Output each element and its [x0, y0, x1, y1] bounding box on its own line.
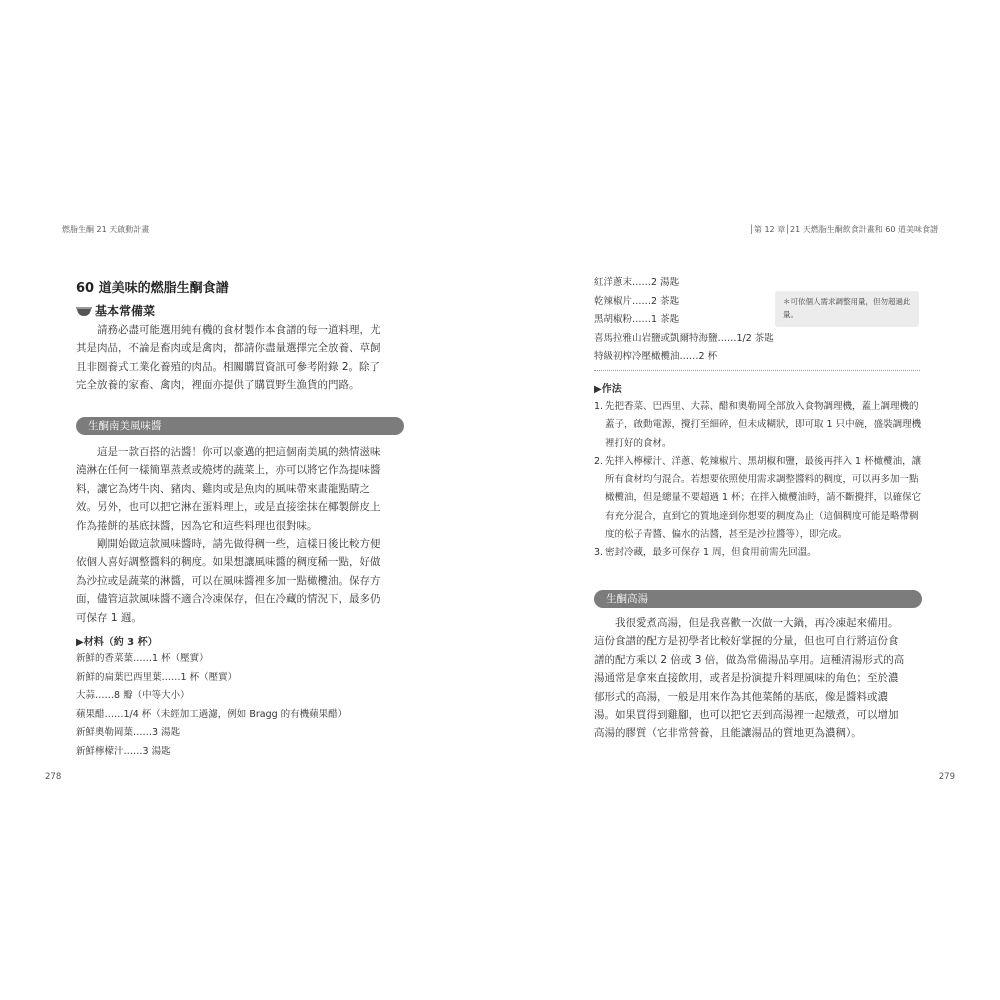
page-title: 60 道美味的燃脂生酮食譜 [76, 281, 229, 296]
text-line: 料，讓它為烤牛肉、豬肉、雞肉或是魚肉的風味帶來畫龍點睛之 [76, 482, 370, 495]
text-line: 湯。如果買得到雞腳，也可以把它丟到高湯裡一起燉煮，可以增加 [594, 709, 899, 722]
recipe-paragraph [76, 535, 406, 627]
text-line: 可保存 1 週。 [76, 611, 142, 624]
text-line: 這是一款百搭的沾醬！你可以豪邁的把這個南美風的熱情滋味 [97, 446, 381, 458]
method-step [594, 453, 924, 544]
step-text: 先拌入檸檬汁、洋蔥、乾辣椒片、黑胡椒和鹽，最後再拌入 1 杯橄欖油，讓所有食材均勻混合。若想要依照使用需求調整醬料的稠度，可以再多加一點橄欖油，但是總量不要超過 1 杯；在拌入橄欖油時，請不斷攪拌，以確保它有充分混合，直到它的質地達到你想要的稠度為止（這個稠度可能是略帶稠度的松子青醬、偏水的沾醬，甚至是沙拉醬等），即完成。 [605, 455, 922, 541]
recipe-paragraph [76, 443, 406, 535]
method-steps [594, 398, 924, 563]
list-item: 新鮮奧勒岡葉……3 湯匙 [76, 727, 181, 739]
method-step [594, 544, 924, 562]
ingredient-list-continued [594, 274, 774, 367]
list-item: 喜馬拉雅山岩鹽或凱爾特海鹽……1/2 茶匙 [594, 332, 774, 344]
text-line: 且非圈養式工業化養殖的肉品。相關購買資訊可參考附錄 2。除了 [76, 360, 381, 373]
list-item: 紅洋蔥末……2 湯匙 [594, 277, 680, 288]
method-step [594, 398, 924, 453]
list-item: 新鮮的扁葉巴西里葉……1 杯（壓實） [76, 671, 238, 683]
text-line: 郁形式的高湯，一般是用來作為其他菜餚的基底，像是醬料或濃 [594, 690, 888, 703]
usage-note: ＊可依個人需求調整用量，但勿超過此量。 [775, 291, 919, 327]
text-line: 請務必盡可能選用純有機的食材製作本食譜的每一道料理，尤 [97, 324, 381, 336]
recipe-title: 生酮南美風味醬 [88, 420, 162, 432]
text-line: 澆淋在任何一樣簡單蒸煮或燒烤的蔬菜上，亦可以將它作為提味醬 [76, 464, 381, 477]
running-header-right: │第 12 章│21 天燃脂生酮飲食計畫和 60 道美味食譜 [749, 225, 938, 234]
text-line: 面，儘管這款風味醬不適合冷凍保存，但在冷藏的情況下，最多仍 [76, 593, 381, 606]
step-text: 密封冷藏，最多可保存 1 周，但食用前需先回溫。 [605, 547, 817, 559]
broth-paragraph [594, 614, 924, 743]
list-item: 大蒜……8 瓣（中等大小） [76, 690, 190, 702]
list-item: 蘋果醋……1/4 杯（未經加工過濾，例如 Bragg 的有機蘋果醋） [76, 708, 348, 720]
step-number: 2. [594, 455, 604, 467]
page-number-left: 278 [45, 772, 62, 782]
method-heading: ▶作法 [594, 384, 622, 395]
text-line: 為沙拉或是蔬菜的淋醬，可以在風味醬裡多加一點橄欖油。保存方 [76, 574, 381, 587]
text-line: 效。另外，也可以把它淋在蛋料理上，或是直接塗抹在椰製餅皮上 [76, 501, 381, 514]
text-line: 高湯的膠質（它非常營養，且能讓湯品的質地更為濃稠）。 [594, 727, 862, 740]
text-line: 其是肉品，不論是畜肉或是禽肉，都請你盡量選擇完全放養、草飼 [76, 342, 381, 355]
section-title: 基本常備菜 [95, 304, 156, 318]
ingredient-list [76, 650, 347, 762]
running-header-left: 燃脂生酮 21 天啟動計畫 [62, 225, 150, 234]
materials-heading: ▶材料（約 3 杯） [76, 637, 158, 648]
text-line: 這份食譜的配方是初學者比較好掌握的分量，但也可自行將這份食 [594, 635, 899, 648]
recipe-title-bar [76, 417, 404, 435]
recipe-title: 生酮高湯 [606, 593, 648, 605]
list-item: 新鮮檸檬汁……3 湯匙 [76, 745, 171, 757]
text-line: 完全放養的家畜、禽肉，裡面亦提供了購買野生漁貨的門路。 [76, 379, 360, 392]
recipe-title-bar [594, 590, 922, 608]
divider [594, 370, 920, 371]
list-item: 特級初榨冷壓橄欖油……2 杯 [594, 351, 718, 363]
text-line: 我很愛煮高湯，但是我喜歡一次做一大鍋，再冷凍起來備用。 [615, 617, 899, 629]
text-line: 剛開始做這款風味醬時，請先做得稠一些，這樣日後比較方便 [97, 538, 381, 550]
section-heading [76, 302, 155, 319]
page-number-right: 279 [938, 772, 955, 782]
list-item: 黑胡椒粉……1 茶匙 [594, 314, 680, 326]
step-number: 1. [594, 401, 604, 412]
text-line: 湯通常是拿來直接飲用，或者是扮演提升料理風味的角色；至於濃 [594, 672, 899, 685]
intro-paragraph [76, 321, 406, 395]
step-text: 先把香菜、巴西里、大蒜、醋和奧勒岡全部放入食物調理機，蓋上調理機的蓋子，啟動電源，攪打至細碎，但未成糊狀，即可取 1 只中碗，盛裝調理機裡打好的食材。 [605, 401, 922, 449]
text-line: 依個人喜好調整醬料的稠度。如果想讓風味醬的稠度稀一點，好做 [76, 556, 381, 569]
list-item: 新鮮的香菜葉……1 杯（壓實） [76, 653, 209, 664]
list-item: 乾辣椒片……2 茶匙 [594, 295, 680, 307]
text-line: 作為捲餅的基底抹醬，因為它和這些料理也很對味。 [76, 519, 318, 532]
step-number: 3. [594, 547, 604, 559]
bowl-icon [76, 305, 92, 317]
text-line: 譜的配方乘以 2 倍或 3 倍，做為常備湯品享用。這種清湯形式的高 [594, 653, 905, 666]
